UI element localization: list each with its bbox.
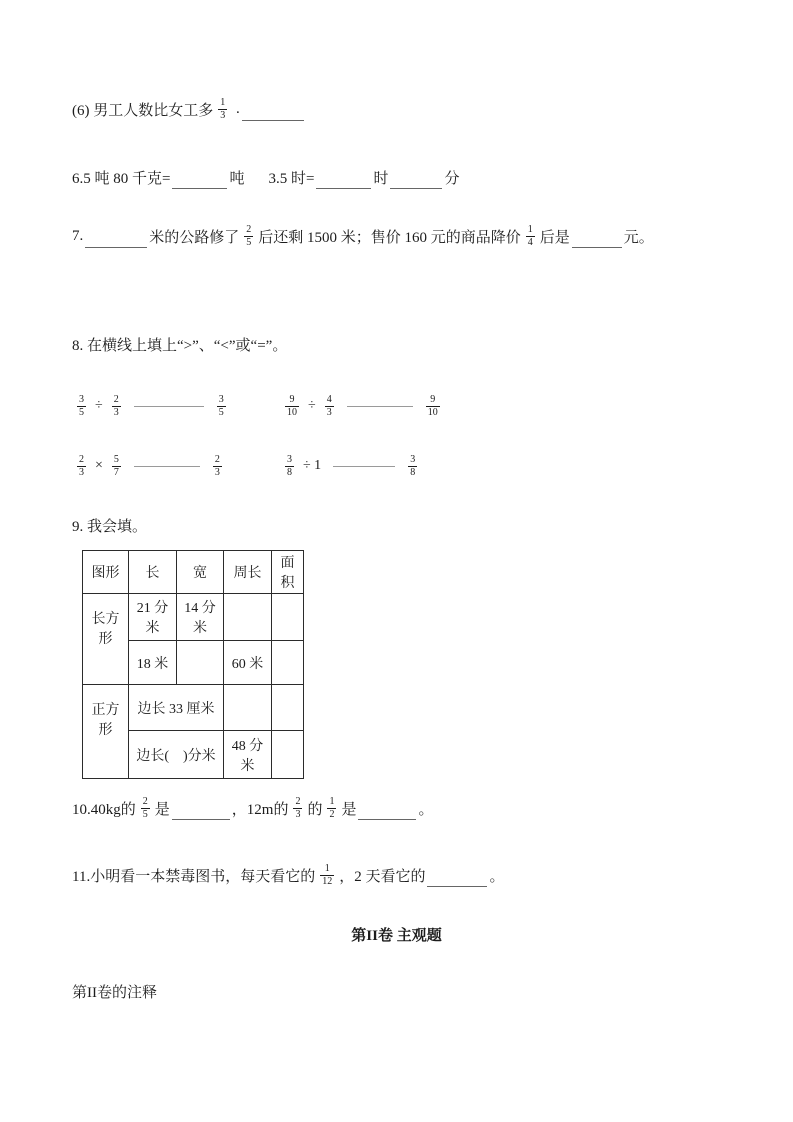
table-cell (272, 731, 304, 779)
table-cell: 48 分米 (224, 731, 272, 779)
text-run: 分 (444, 170, 460, 187)
fraction (244, 224, 253, 248)
text-run: ，2 天看它的 (339, 868, 426, 885)
answer-blank (134, 466, 200, 467)
fraction-denominator: 5 (246, 236, 252, 248)
fraction-denominator: 3 (113, 406, 119, 418)
fraction-denominator: 4 (527, 236, 533, 248)
fraction (218, 97, 227, 121)
answer-blank (347, 406, 413, 407)
fraction-numerator: 1 (220, 97, 226, 108)
text-run: 10.40kg的 (72, 801, 136, 818)
operator: ÷ (95, 398, 103, 413)
fraction-denominator: 5 (142, 808, 148, 820)
fill-in-table-body (83, 551, 304, 779)
fraction-numerator: 1 (324, 863, 330, 874)
fraction (285, 394, 299, 418)
fraction-denominator: 3 (214, 466, 220, 478)
text-run: 8. 在横线上填上“>”、“<”或“=”。 (72, 337, 288, 354)
fraction (217, 394, 226, 418)
text-run: 。 (489, 868, 505, 885)
fraction-numerator: 2 (113, 394, 119, 405)
text-run: 元。 (623, 229, 654, 246)
fraction-denominator: 5 (218, 406, 224, 418)
fraction-denominator: 5 (79, 406, 84, 418)
fraction-denominator: 8 (410, 466, 416, 478)
table-header-row (83, 551, 304, 594)
text-run: ，12m的 (231, 801, 289, 818)
table-cell (272, 641, 304, 685)
text-run: 吨 (229, 170, 245, 187)
fraction-numerator: 2 (214, 454, 220, 465)
question-5-sub6 (72, 91, 306, 127)
table-cell: 60 米 (224, 641, 272, 685)
text-run: 9. 我会填。 (72, 518, 148, 535)
table-row (83, 594, 304, 641)
question-8 (72, 326, 287, 362)
answer-blank (134, 406, 204, 407)
text-run: 的 (307, 801, 323, 818)
question-7 (72, 218, 654, 254)
answer-blank (85, 233, 147, 248)
table-cell: 长方形 (83, 594, 129, 685)
table-cell (272, 685, 304, 731)
answer-blank (242, 106, 304, 121)
answer-blank (358, 805, 416, 820)
fraction (77, 394, 86, 418)
fraction-denominator: 2 (329, 808, 335, 820)
table-header-cell: 长 (129, 551, 177, 594)
fraction-numerator: 2 (295, 796, 301, 807)
fraction-denominator: 3 (220, 109, 226, 121)
question-11 (72, 857, 504, 893)
fraction-numerator: 2 (79, 454, 84, 465)
fraction (112, 394, 121, 418)
fraction (320, 863, 334, 887)
table-cell: 21 分米 (129, 594, 177, 641)
fraction-denominator: 3 (295, 808, 301, 820)
question-6 (72, 159, 459, 195)
fraction-denominator: 3 (326, 406, 332, 418)
fraction (325, 394, 334, 418)
fraction-denominator: 10 (427, 406, 438, 418)
answer-blank (172, 174, 227, 189)
text-run: (6) 男工人数比女工多 (72, 102, 214, 119)
compare-item-3 (72, 448, 227, 484)
fraction-denominator: 7 (113, 466, 119, 478)
answer-blank (572, 233, 622, 248)
fraction-denominator: 12 (322, 875, 333, 887)
table-cell: 边长( )分米 (129, 731, 224, 779)
table-cell: 边长 33 厘米 (129, 685, 224, 731)
question-9 (72, 507, 147, 543)
compare-item-4 (280, 448, 422, 484)
text-run: 是 (341, 801, 357, 818)
fraction (408, 454, 417, 478)
text-run: 7. (72, 227, 84, 244)
fraction (112, 454, 121, 478)
fraction-numerator: 9 (430, 394, 436, 405)
answer-blank (333, 466, 395, 467)
text-run: 6.5 吨 80 千克= (72, 170, 171, 187)
section-heading-part2: 第II卷 主观题 (351, 928, 442, 944)
compare-item-1 (72, 388, 231, 424)
text-run: 是 (154, 801, 170, 818)
answer-blank (172, 805, 230, 820)
table-cell (177, 641, 224, 685)
table-header-cell: 宽 (177, 551, 224, 594)
fraction (213, 454, 222, 478)
answer-blank (427, 872, 487, 887)
fraction-numerator: 4 (326, 394, 332, 405)
operator: × (95, 458, 103, 473)
fraction-numerator: 1 (329, 796, 335, 807)
table-header-cell: 面积 (272, 551, 304, 594)
fraction-denominator: 8 (287, 466, 292, 478)
fraction (285, 454, 294, 478)
table-cell (224, 685, 272, 731)
fraction (141, 796, 150, 820)
fraction-numerator: 3 (79, 394, 84, 405)
answer-blank (316, 174, 371, 189)
fraction-numerator: 3 (410, 454, 416, 465)
compare-item-2 (280, 388, 445, 424)
text-run: 米的公路修了 (149, 229, 240, 246)
table-header-cell: 周长 (224, 551, 272, 594)
text-run: 时 (373, 170, 389, 187)
table-cell: 18 米 (129, 641, 177, 685)
fraction-numerator: 2 (246, 224, 252, 235)
text-run: 。 (418, 801, 434, 818)
fraction (426, 394, 440, 418)
answer-blank (390, 174, 442, 189)
table-row (83, 685, 304, 731)
fill-in-table (82, 550, 304, 779)
table-cell: 正方形 (83, 685, 129, 779)
fraction-numerator: 3 (218, 394, 224, 405)
table-cell: 14 分米 (177, 594, 224, 641)
text-run: . (232, 100, 240, 117)
operator: ÷ (308, 398, 316, 413)
fraction-denominator: 3 (79, 466, 84, 478)
fraction (526, 224, 535, 248)
text-run: 11.小明看一本禁毒图书，每天看它的 (72, 868, 316, 885)
fraction (293, 796, 302, 820)
question-10 (72, 790, 434, 826)
fraction-numerator: 9 (289, 394, 295, 405)
fraction-numerator: 3 (287, 454, 292, 465)
text-run: 后是 (539, 229, 570, 246)
fraction-numerator: 5 (113, 454, 119, 465)
operator: ÷ 1 (303, 458, 322, 473)
fraction-numerator: 1 (527, 224, 533, 235)
text-run: 3.5 时= (268, 170, 315, 187)
table-cell (272, 594, 304, 641)
table-cell (224, 594, 272, 641)
section-note-part2: 第II卷的注释 (72, 985, 157, 1001)
fraction-numerator: 2 (142, 796, 148, 807)
table-header-cell: 图形 (83, 551, 129, 594)
fraction (77, 454, 86, 478)
fraction-denominator: 10 (287, 406, 297, 418)
fraction (327, 796, 336, 820)
text-run: 后还剩 1500 米；售价 160 元的商品降价 (258, 229, 521, 246)
